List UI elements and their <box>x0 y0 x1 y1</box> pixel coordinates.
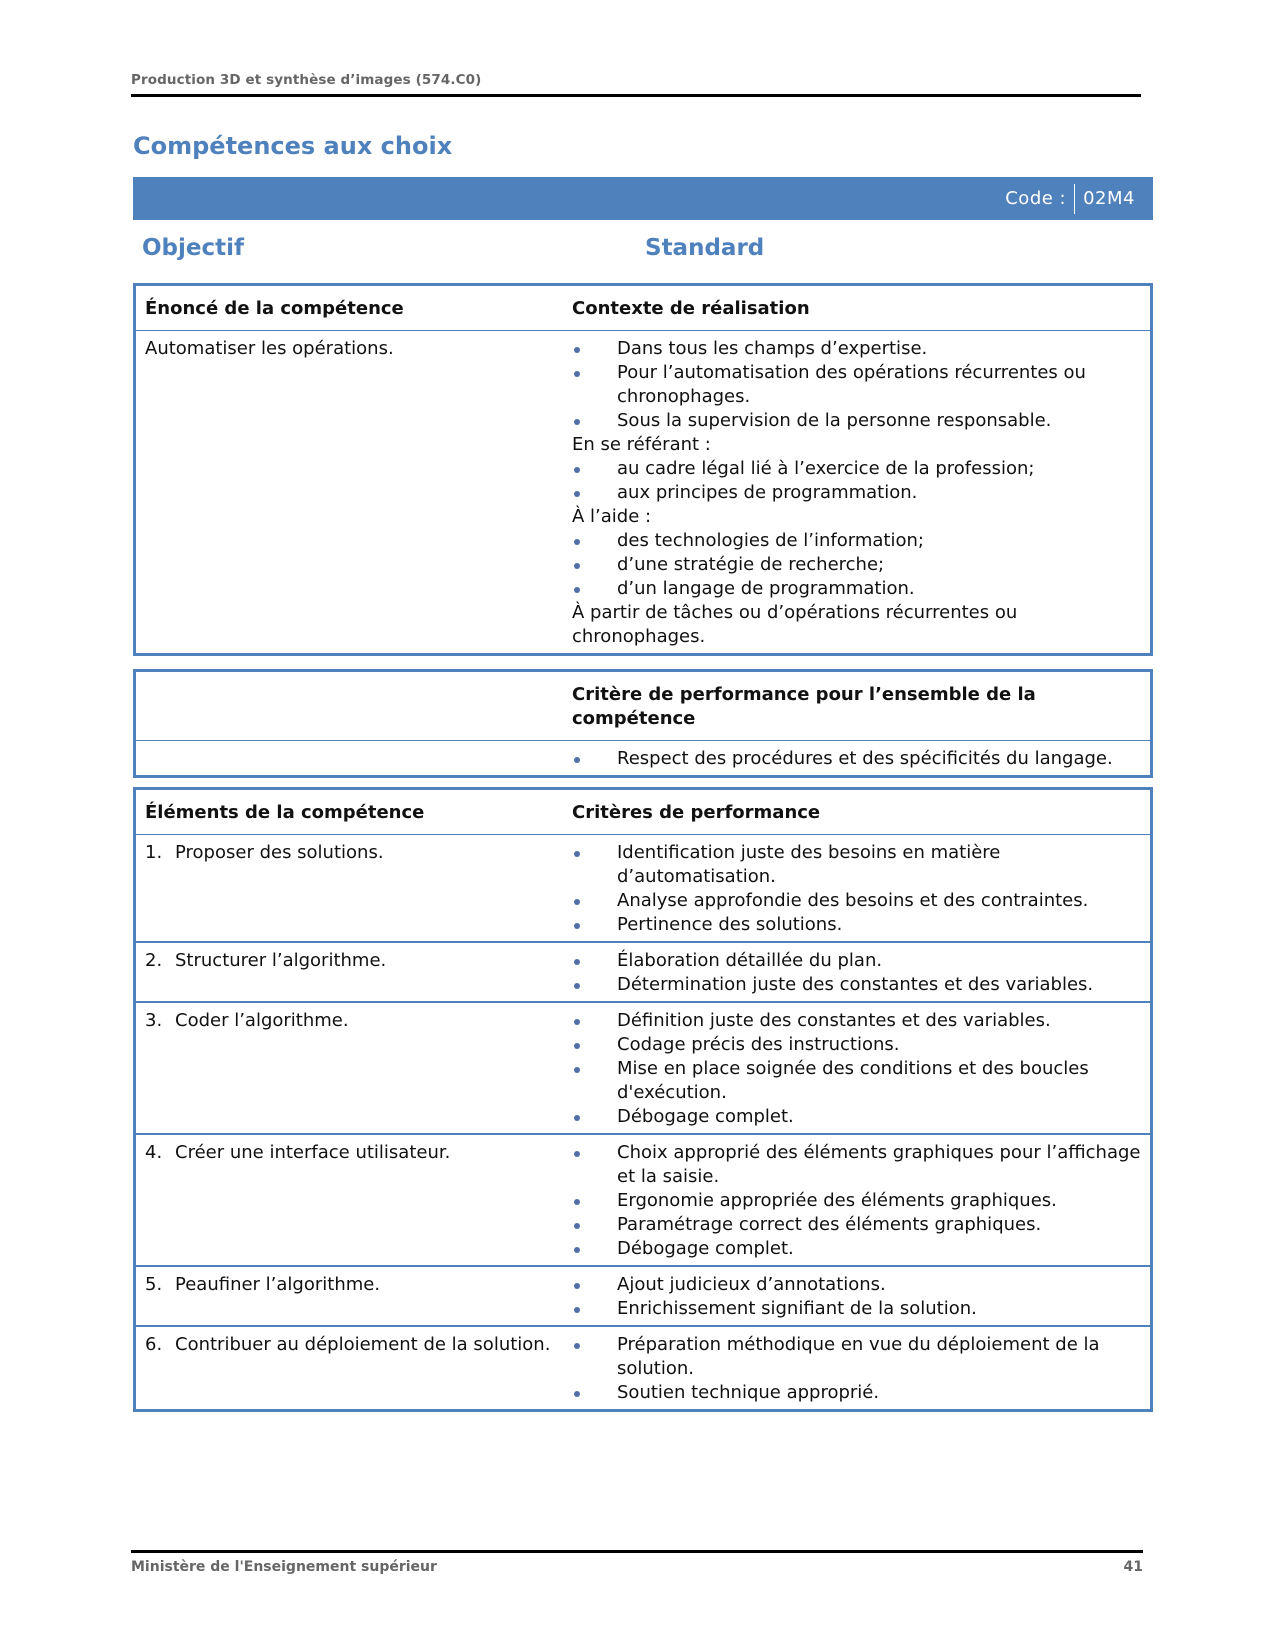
element-row <box>135 835 1152 943</box>
context-subheading: À l’aide : <box>572 506 652 527</box>
context-content <box>563 331 1152 655</box>
context-item: d’un langage de programmation. <box>572 577 1142 601</box>
element-label <box>145 841 555 865</box>
criterion-item: Débogage complet. <box>572 1105 1142 1129</box>
element-text: Peaufiner l’algorithme. <box>175 1274 381 1295</box>
context-header: Contexte de réalisation <box>572 298 810 319</box>
standard-heading: Standard <box>645 235 765 261</box>
statement-context-table <box>133 283 1153 656</box>
global-criteria-content <box>563 741 1152 777</box>
element-number: 2. <box>145 950 163 971</box>
element-text: Structurer l’algorithme. <box>175 950 387 971</box>
document-title: Production 3D et synthèse d’images (574.C0) <box>131 72 482 88</box>
criteria-list <box>572 1141 1142 1261</box>
element-label <box>145 1009 555 1033</box>
context-item: Pour l’automatisation des opérations récurrentes ou chronophages. <box>572 361 1142 409</box>
context-list <box>572 457 1142 505</box>
context-list <box>572 337 1142 433</box>
empty-cell <box>135 741 564 777</box>
element-number: 6. <box>145 1334 163 1355</box>
element-label <box>145 1273 555 1297</box>
code-value: 02M4 <box>1083 188 1135 209</box>
criteria-list <box>572 1273 1142 1321</box>
code-label: Code : <box>1005 188 1067 209</box>
element-number: 5. <box>145 1274 163 1295</box>
element-text: Proposer des solutions. <box>175 842 384 863</box>
element-row <box>135 1134 1152 1266</box>
section-title: Compétences aux choix <box>133 132 453 160</box>
context-item: Sous la supervision de la personne responsable. <box>572 409 1142 433</box>
context-item: au cadre légal lié à l’exercice de la profession; <box>572 457 1142 481</box>
footer-ministry: Ministère de l'Enseignement supérieur <box>131 1559 437 1575</box>
criteria-list <box>572 1009 1142 1129</box>
context-item: d’une stratégie de recherche; <box>572 553 1142 577</box>
statement-header: Énoncé de la compétence <box>145 298 404 319</box>
criterion-item: Soutien technique approprié. <box>572 1381 1142 1405</box>
elements-header: Éléments de la compétence <box>145 802 425 823</box>
criterion-item: Détermination juste des constantes et des variables. <box>572 973 1142 997</box>
empty-cell <box>135 671 564 741</box>
element-label <box>145 949 555 973</box>
criterion-item: Analyse approfondie des besoins et des contraintes. <box>572 889 1142 913</box>
criterion-item: Débogage complet. <box>572 1237 1142 1261</box>
page-footer <box>131 1550 1143 1575</box>
global-criteria-header: Critère de performance pour l’ensemble de la compétence <box>572 684 1036 729</box>
element-text: Créer une interface utilisateur. <box>175 1142 451 1163</box>
criterion-item: Paramétrage correct des éléments graphiques. <box>572 1213 1142 1237</box>
context-item: des technologies de l’information; <box>572 529 1142 553</box>
criterion-item: Préparation méthodique en vue du déploiement de la solution. <box>572 1333 1142 1381</box>
global-criteria-table <box>133 669 1153 778</box>
code-bar <box>133 177 1153 220</box>
context-item: Dans tous les champs d’expertise. <box>572 337 1142 361</box>
page-number: 41 <box>1123 1559 1143 1575</box>
criteria-list <box>572 949 1142 997</box>
context-list <box>572 529 1142 601</box>
criterion-item: Pertinence des solutions. <box>572 913 1142 937</box>
context-item: aux principes de programmation. <box>572 481 1142 505</box>
element-number: 1. <box>145 842 163 863</box>
element-row <box>135 1002 1152 1134</box>
global-criteria-list <box>572 747 1142 771</box>
criterion-item: Définition juste des constantes et des variables. <box>572 1009 1142 1033</box>
criterion-item: Élaboration détaillée du plan. <box>572 949 1142 973</box>
criteria-header: Critères de performance <box>572 802 821 823</box>
criterion-item: Choix approprié des éléments graphiques pour l’affichage et la saisie. <box>572 1141 1142 1189</box>
element-row <box>135 942 1152 1002</box>
context-subheading: En se référant : <box>572 434 711 455</box>
element-text: Coder l’algorithme. <box>175 1010 349 1031</box>
elements-criteria-table <box>133 787 1153 1412</box>
element-text: Contribuer au déploiement de la solution. <box>175 1334 551 1355</box>
objectif-heading: Objectif <box>142 235 245 261</box>
criterion-item: Codage précis des instructions. <box>572 1033 1142 1057</box>
criteria-list <box>572 1333 1142 1405</box>
criterion-item: Mise en place soignée des conditions et des boucles d'exécution. <box>572 1057 1142 1105</box>
element-number: 4. <box>145 1142 163 1163</box>
criterion-item: Enrichissement signifiant de la solution. <box>572 1297 1142 1321</box>
element-number: 3. <box>145 1010 163 1031</box>
header-rule <box>131 94 1141 97</box>
context-subheading: À partir de tâches ou d’opérations récurrentes ou chronophages. <box>572 602 1018 647</box>
element-label <box>145 1333 555 1357</box>
criterion-item: Identification juste des besoins en matière d’automatisation. <box>572 841 1142 889</box>
criteria-list <box>572 841 1142 937</box>
criterion-item: Respect des procédures et des spécificités du langage. <box>572 747 1142 771</box>
competence-statement: Automatiser les opérations. <box>135 331 564 655</box>
page-header <box>131 72 1141 97</box>
criterion-item: Ergonomie appropriée des éléments graphiques. <box>572 1189 1142 1213</box>
footer-rule <box>131 1550 1143 1553</box>
element-row <box>135 1266 1152 1326</box>
element-row <box>135 1326 1152 1411</box>
element-label <box>145 1141 555 1165</box>
criterion-item: Ajout judicieux d’annotations. <box>572 1273 1142 1297</box>
